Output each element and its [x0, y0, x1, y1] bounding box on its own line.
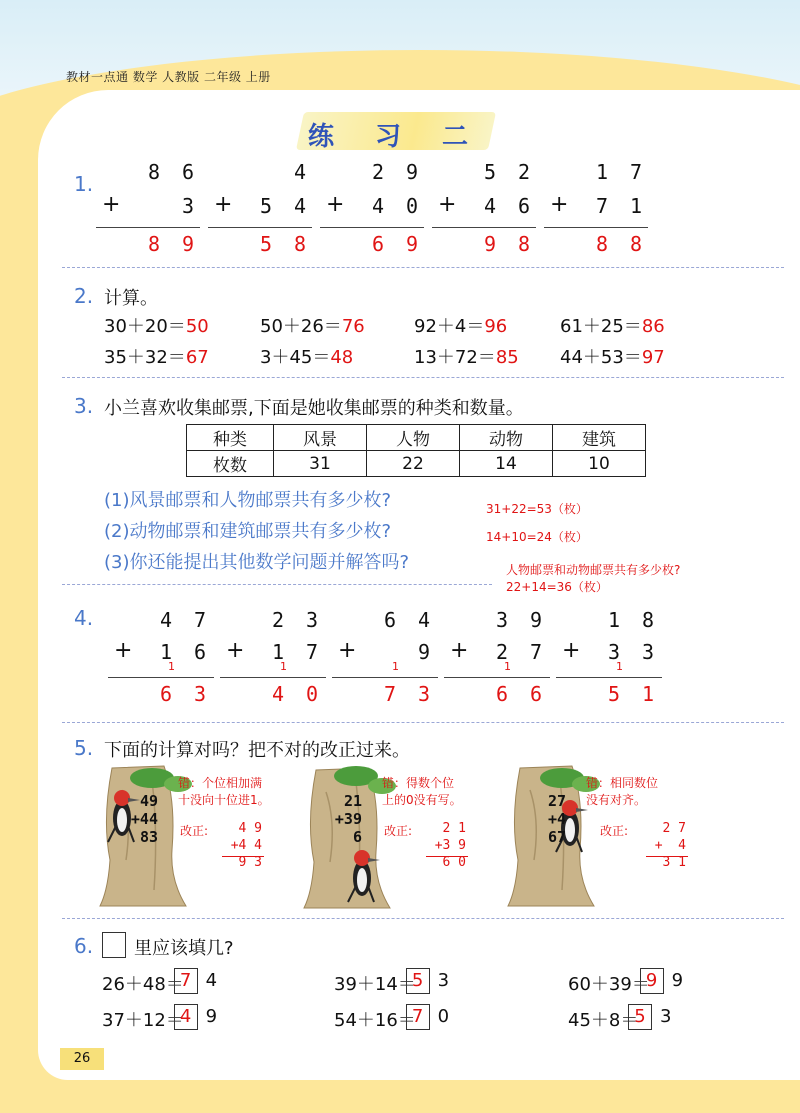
equation: [104, 312, 209, 338]
addend-top: 9: [529, 608, 543, 632]
sum-line: [556, 677, 662, 678]
equation: [104, 343, 209, 369]
table-header-row: [187, 425, 646, 451]
error-line2: 没有对齐。: [586, 793, 647, 807]
q4-number: 4.: [74, 606, 94, 630]
sum-line: [426, 856, 468, 857]
addend-top: 2: [371, 160, 385, 184]
addend-bottom: 3: [641, 640, 655, 664]
sum-line: [646, 856, 688, 857]
equation-left: 45＋8＝: [568, 1010, 639, 1031]
separator: [62, 267, 784, 268]
equation-expression: 3＋45＝: [260, 347, 331, 368]
q1-number: 1.: [74, 172, 94, 196]
equation-right: 9: [205, 1006, 218, 1027]
plus-sign: +: [338, 638, 357, 663]
sum-answer: 5: [259, 232, 273, 256]
wrong-calculation: 49 +44 83: [130, 792, 158, 846]
equation-expression: 30＋20＝: [104, 316, 186, 337]
equation-right: 3: [660, 1006, 672, 1027]
equation-expression: 35＋32＝: [104, 347, 186, 368]
sum-answer: 6: [495, 682, 509, 706]
equation-expression: 13＋72＝: [414, 347, 496, 368]
sum-answer: 9: [181, 232, 195, 256]
sum-answer: 3: [193, 682, 207, 706]
equation-right: 9: [671, 970, 684, 991]
corrected-calculation: 4 9 +4 4 9 3: [230, 821, 262, 870]
error-line1: 错：相同数位: [586, 776, 659, 790]
separator: [62, 584, 492, 585]
sum-answer: 8: [629, 232, 643, 256]
separator: [62, 722, 784, 723]
sum-answer: 6: [371, 232, 385, 256]
addend-bottom: 1: [159, 640, 173, 664]
addend-bottom: 6: [193, 640, 207, 664]
plus-sign: +: [226, 638, 245, 663]
q5-number: 5.: [74, 736, 94, 760]
sum-line: [444, 677, 550, 678]
table-cell: 31: [274, 451, 367, 477]
q3-sub2: (2)动物邮票和建筑邮票共有多少枚?: [104, 521, 392, 542]
sum-line: [208, 227, 312, 228]
q3-text: 小兰喜欢收集邮票,下面是她收集邮票的种类和数量。: [104, 398, 524, 419]
equation: [560, 343, 665, 369]
corrected-calculation: 2 7 + 4 3 1: [654, 821, 686, 870]
equation: [260, 312, 365, 338]
q5-text: 下面的计算对吗？把不对的改正过来。: [104, 740, 410, 761]
addend-top: 9: [405, 160, 419, 184]
sum-answer: 8: [147, 232, 161, 256]
table-cell: 建筑: [553, 425, 646, 451]
equation-right: 4: [205, 970, 218, 991]
q3-answer3-question: 人物邮票和动物邮票共有多少枚?: [506, 563, 681, 577]
sum-answer: 8: [293, 232, 307, 256]
addend-bottom: 6: [517, 194, 531, 218]
sum-line: [332, 677, 438, 678]
carry-digit: 1: [168, 660, 175, 673]
plus-sign: +: [102, 192, 121, 217]
addend-top: 3: [305, 608, 319, 632]
addend-top: 5: [483, 160, 497, 184]
plus-sign: +: [562, 638, 581, 663]
addend-top: 1: [607, 608, 621, 632]
addend-bottom: 4: [293, 194, 307, 218]
plus-sign: +: [450, 638, 469, 663]
fix-label: 改正:: [600, 824, 629, 838]
equation-answer: 96: [484, 316, 508, 337]
q6-text: 里应该填几?: [134, 938, 234, 959]
addend-bottom: 9: [417, 640, 431, 664]
addend-top: 6: [181, 160, 195, 184]
error-line1: 错：个位相加满: [178, 776, 263, 790]
sum-line: [108, 677, 214, 678]
corrected-calculation: 2 1 +3 9 6 0: [434, 821, 466, 870]
table-cell: 枚数: [187, 451, 274, 477]
sum-answer: 8: [595, 232, 609, 256]
addend-bottom: 4: [483, 194, 497, 218]
plus-sign: +: [550, 192, 569, 217]
fix-label: 改正:: [180, 824, 209, 838]
addend-bottom: 1: [629, 194, 643, 218]
addend-bottom: 3: [181, 194, 195, 218]
equation-answer: 76: [341, 316, 365, 337]
error-line2: 上的0没有写。: [382, 793, 462, 807]
table-row: [187, 451, 646, 477]
sum-line: [220, 677, 326, 678]
q3-answer1: 31+22=53（枚）: [486, 502, 588, 516]
table-cell: 14: [460, 451, 553, 477]
answer-box: 9: [640, 968, 664, 994]
addend-bottom: 2: [495, 640, 509, 664]
addend-top: 3: [495, 608, 509, 632]
table-cell: 动物: [460, 425, 553, 451]
addend-bottom: 7: [595, 194, 609, 218]
sum-line: [320, 227, 424, 228]
addend-top: 7: [629, 160, 643, 184]
equation-left: 60＋39＝: [568, 974, 650, 995]
equation-left: 54＋16＝: [334, 1010, 416, 1031]
table-cell: 22: [367, 451, 460, 477]
equation-right: 0: [437, 1006, 450, 1027]
page-number: 26: [60, 1048, 104, 1070]
addend-top: 2: [271, 608, 285, 632]
equation-answer: 86: [641, 316, 665, 337]
plus-sign: +: [214, 192, 233, 217]
page-title: 练 习 二: [307, 122, 485, 152]
addend-bottom: 4: [371, 194, 385, 218]
sum-answer: 0: [305, 682, 319, 706]
table-cell: 10: [553, 451, 646, 477]
table-cell: 种类: [187, 425, 274, 451]
equation-left: 37＋12＝: [102, 1010, 184, 1031]
answer-box: 7: [406, 1004, 430, 1030]
plus-sign: +: [326, 192, 345, 217]
q6-number: 6.: [74, 934, 94, 958]
equation-answer: 67: [185, 347, 209, 368]
empty-box-icon: [102, 932, 126, 958]
addend-top: 4: [417, 608, 431, 632]
q3-answer3: 22+14=36（枚）: [506, 580, 608, 594]
sum-answer: 7: [383, 682, 397, 706]
addend-bottom: 5: [259, 194, 273, 218]
fix-label: 改正:: [384, 824, 413, 838]
answer-box: 5: [406, 968, 430, 994]
sum-line: [544, 227, 648, 228]
addend-bottom: 3: [607, 640, 621, 664]
carry-digit: 1: [280, 660, 287, 673]
carry-digit: 1: [616, 660, 623, 673]
separator: [62, 918, 784, 919]
sum-answer: 6: [159, 682, 173, 706]
addend-top: 2: [517, 160, 531, 184]
answer-box: 4: [174, 1004, 198, 1030]
woodpecker-icon: [340, 846, 384, 906]
equation-answer: 97: [641, 347, 665, 368]
q3-answer2: 14+10=24（枚）: [486, 530, 588, 544]
separator: [62, 377, 784, 378]
wrong-calculation: 21 +39 6: [334, 792, 362, 846]
equation: [414, 343, 519, 369]
addend-bottom: 1: [271, 640, 285, 664]
q3-sub1: (1)风景邮票和人物邮票共有多少枚?: [104, 490, 392, 511]
addend-top: 8: [641, 608, 655, 632]
addend-top: 4: [293, 160, 307, 184]
sum-answer: 8: [517, 232, 531, 256]
wrong-calculation: 27 +4 67: [547, 792, 566, 846]
addend-top: 1: [595, 160, 609, 184]
plus-sign: +: [438, 192, 457, 217]
addend-top: 4: [159, 608, 173, 632]
addend-top: 6: [383, 608, 397, 632]
equation-left: 39＋14＝: [334, 974, 416, 995]
table-cell: 人物: [367, 425, 460, 451]
sum-answer: 3: [417, 682, 431, 706]
equation-answer: 48: [330, 347, 354, 368]
equation-expression: 50＋26＝: [260, 316, 342, 337]
error-line2: 十没向十位进1。: [178, 793, 270, 807]
sum-answer: 1: [641, 682, 655, 706]
equation-expression: 61＋25＝: [560, 316, 642, 337]
equation: [560, 312, 665, 338]
equation-expression: 44＋53＝: [560, 347, 642, 368]
sum-answer: 6: [529, 682, 543, 706]
equation-left: 26＋48＝: [102, 974, 184, 995]
equation-right: 3: [437, 970, 450, 991]
addend-bottom: 0: [405, 194, 419, 218]
sum-line: [432, 227, 536, 228]
sum-answer: 9: [483, 232, 497, 256]
plus-sign: +: [114, 638, 133, 663]
addend-bottom: 7: [529, 640, 543, 664]
equation: [414, 312, 507, 338]
answer-box: 7: [174, 968, 198, 994]
sum-answer: 5: [607, 682, 621, 706]
q2-label: 计算。: [104, 288, 158, 309]
q2-number: 2.: [74, 284, 94, 308]
addend-top: 8: [147, 160, 161, 184]
addend-bottom: 7: [305, 640, 319, 664]
stamp-table: [186, 424, 646, 477]
sum-line: [222, 856, 264, 857]
q3-number: 3.: [74, 394, 94, 418]
equation-answer: 50: [185, 316, 209, 337]
equation-answer: 85: [495, 347, 519, 368]
sum-answer: 4: [271, 682, 285, 706]
error-line1: 错：得数个位: [382, 776, 455, 790]
running-header: 教材一点通 数学 人教版 二年级 上册: [66, 70, 271, 84]
answer-box: 5: [628, 1004, 652, 1030]
equation: [260, 343, 353, 369]
q3-sub3: (3)你还能提出其他数学问题并解答吗?: [104, 552, 410, 573]
addend-top: 7: [193, 608, 207, 632]
table-cell: 风景: [274, 425, 367, 451]
carry-digit: 1: [504, 660, 511, 673]
sum-line: [96, 227, 200, 228]
carry-digit: 1: [392, 660, 399, 673]
equation-expression: 92＋4＝: [414, 316, 485, 337]
sum-answer: 9: [405, 232, 419, 256]
